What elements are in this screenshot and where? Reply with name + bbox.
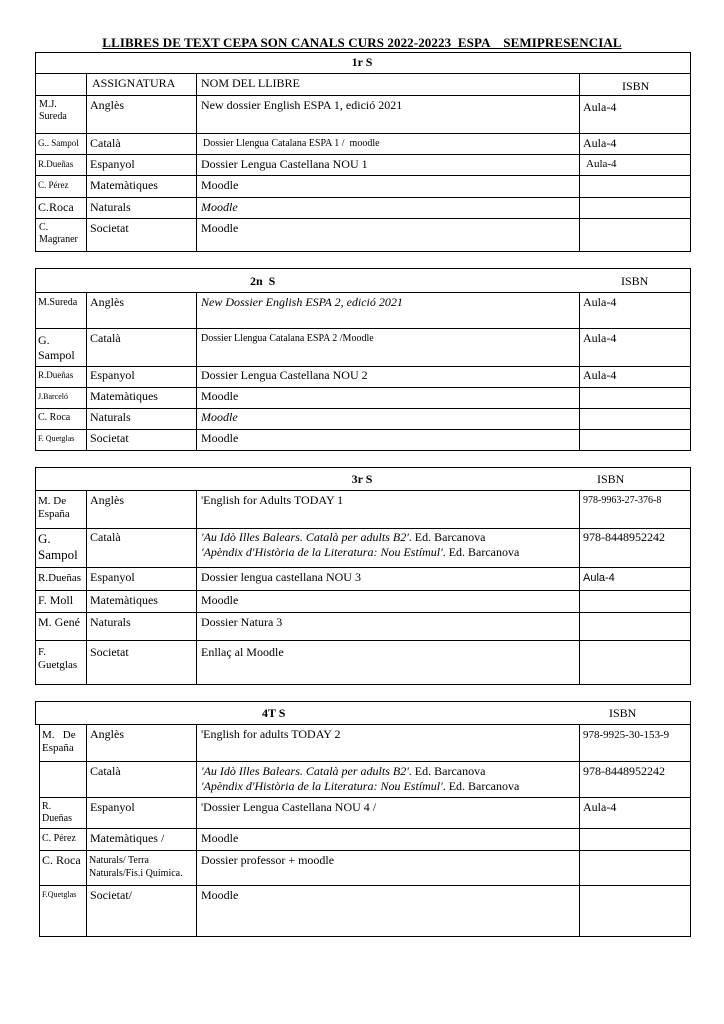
teacher-cell: C. Pérez xyxy=(42,833,76,844)
book-publisher: . Ed. Barcanova xyxy=(442,545,520,559)
subject-cell: Català xyxy=(90,764,121,778)
book-cell: Moodle xyxy=(201,431,239,445)
subject-cell: Naturals xyxy=(90,615,131,629)
column-header-isbn: ISBN xyxy=(622,79,650,93)
book-cell: Enllaç al Moodle xyxy=(201,645,284,659)
teacher-cell: C. Roca xyxy=(38,412,71,423)
book-cell: New Dossier English ESPA 2, edició 2021 xyxy=(201,295,403,309)
book-cell: Moodle xyxy=(201,221,239,235)
book-cell xyxy=(201,531,485,545)
section-heading: 2n S xyxy=(250,274,276,288)
isbn-cell: Aula-4 xyxy=(586,158,617,170)
teacher-cell: G. Sampol xyxy=(38,333,75,362)
subject-cell: Naturals/ Terra Naturals/Fis.i Química. xyxy=(89,855,183,879)
subject-cell: Societat xyxy=(90,221,129,235)
teacher-cell: C.Roca xyxy=(38,200,74,214)
book-cell xyxy=(201,780,519,794)
isbn-cell: Aula-4 xyxy=(583,368,617,382)
book-cell: 'English for Adults TODAY 1 xyxy=(201,493,344,507)
subject-cell: Societat xyxy=(90,645,129,659)
subject-cell: Matemàtiques xyxy=(90,593,158,607)
book-cell: Moodle xyxy=(201,593,239,607)
teacher-cell: G.. Sampol xyxy=(38,138,79,148)
book-cell: 'English for adults TODAY 2 xyxy=(201,727,341,741)
page-title: LLIBRES DE TEXT CEPA SON CANALS CURS 2022-20223 ESPA SEMIPRESENCIAL xyxy=(102,35,622,50)
isbn-cell: 978-9963-27-376-8 xyxy=(583,495,662,506)
book-cell: Moodle xyxy=(201,831,239,845)
book-title-italic: 'Apèndix d'Història de la Literatura: Nou Estímul' xyxy=(201,545,443,559)
teacher-cell: C. Pérez xyxy=(38,180,69,190)
subject-cell: Naturals xyxy=(90,200,131,214)
column-header-subject: ASSIGNATURA xyxy=(92,76,176,90)
book-cell: Dossier Lengua Castellana NOU 2 xyxy=(201,368,368,382)
teacher-cell: M.J. Sureda xyxy=(39,99,67,122)
book-cell: New dossier English ESPA 1, edició 2021 xyxy=(201,98,403,112)
teacher-cell: F. Guetglas xyxy=(38,646,78,671)
subject-cell: Anglès xyxy=(90,295,124,309)
book-cell xyxy=(201,546,519,560)
isbn-cell: 978-8448952242 xyxy=(583,764,665,778)
teacher-cell: R. Dueñas xyxy=(42,801,72,824)
section-heading: 4T S xyxy=(262,706,286,720)
subject-cell: Anglès xyxy=(90,727,124,741)
teacher-cell: R.Dueñas xyxy=(38,159,74,169)
book-publisher: . Ed. Barcanova xyxy=(408,530,486,544)
book-cell: 'Dossier Lengua Castellana NOU 4 / xyxy=(201,800,377,814)
teacher-cell: G. Sampol xyxy=(38,531,78,562)
teacher-cell: R.Dueñas xyxy=(38,572,82,584)
teacher-cell: M. Gené xyxy=(38,615,80,629)
book-cell: Dossier Llengua Catalana ESPA 1 / moodle xyxy=(203,138,380,149)
book-cell xyxy=(201,765,485,779)
teacher-cell: F. Moll xyxy=(38,593,74,607)
subject-cell: Societat/ xyxy=(90,888,132,902)
teacher-cell: F.Quetglas xyxy=(42,890,77,899)
isbn-cell: Aula-4 xyxy=(583,800,617,814)
subject-cell: Matemàtiques / xyxy=(90,831,165,845)
book-cell: Moodle xyxy=(201,200,238,214)
isbn-cell: Aula-4 xyxy=(583,572,615,584)
book-title-italic: 'Au Idò Illes Balears. Català per adults B2' xyxy=(201,764,409,778)
isbn-cell: Aula-4 xyxy=(583,331,617,345)
subject-cell: Espanyol xyxy=(90,157,135,171)
book-cell: Dossier Llengua Catalana ESPA 2 /Moodle xyxy=(201,333,374,344)
book-title-italic: 'Apèndix d'Història de la Literatura: Nou Estímul' xyxy=(201,779,443,793)
book-title-italic: 'Au Idò Illes Balears. Català per adults B2' xyxy=(201,530,409,544)
subject-cell: Societat xyxy=(90,431,129,445)
subject-cell: Espanyol xyxy=(90,368,135,382)
subject-cell: Català xyxy=(90,331,121,345)
section-heading: 1r S xyxy=(351,55,373,69)
book-cell: Moodle xyxy=(201,178,239,192)
column-header-isbn: ISBN xyxy=(621,274,649,288)
subject-cell: Naturals xyxy=(90,410,131,424)
teacher-cell: C. Magraner xyxy=(39,222,78,245)
subject-cell: Català xyxy=(90,136,121,150)
subject-cell: Anglès xyxy=(90,493,124,507)
book-cell: Moodle xyxy=(201,389,239,403)
subject-cell: Català xyxy=(90,530,121,544)
subject-cell: Espanyol xyxy=(90,800,135,814)
subject-cell: Matemàtiques xyxy=(90,178,158,192)
book-cell: Moodle xyxy=(201,888,239,902)
teacher-cell: M. De España xyxy=(38,495,70,520)
book-cell: Dossier lengua castellana NOU 3 xyxy=(201,570,361,584)
book-cell: Moodle xyxy=(201,410,238,424)
book-publisher: . Ed. Barcanova xyxy=(408,764,486,778)
isbn-cell: 978-9925-30-153-9 xyxy=(583,729,670,741)
isbn-cell: 978-8448952242 xyxy=(583,530,665,544)
subject-cell: Espanyol xyxy=(90,570,135,584)
teacher-cell: J.Barceló xyxy=(38,392,68,401)
column-header-isbn: ISBN xyxy=(609,706,637,720)
teacher-cell: R.Dueñas xyxy=(38,370,74,380)
book-cell: Dossier Lengua Castellana NOU 1 xyxy=(201,157,368,171)
isbn-cell: Aula-4 xyxy=(583,136,617,150)
teacher-cell: M. De España xyxy=(42,729,76,754)
column-header-book: NOM DEL LLIBRE xyxy=(201,76,300,90)
teacher-cell: F. Quetglas xyxy=(38,434,75,443)
isbn-cell: Aula-4 xyxy=(583,100,617,114)
subject-cell: Anglès xyxy=(90,98,124,112)
book-cell: Dossier professor + moodle xyxy=(201,853,335,867)
teacher-cell: M.Sureda xyxy=(38,297,78,308)
section-heading: 3r S xyxy=(351,472,373,486)
subject-cell: Matemàtiques xyxy=(90,389,158,403)
column-header-isbn: ISBN xyxy=(597,472,625,486)
book-publisher: . Ed. Barcanova xyxy=(442,779,520,793)
teacher-cell: C. Roca xyxy=(42,853,81,867)
isbn-cell: Aula-4 xyxy=(583,295,617,309)
book-cell: Dossier Natura 3 xyxy=(201,615,283,629)
